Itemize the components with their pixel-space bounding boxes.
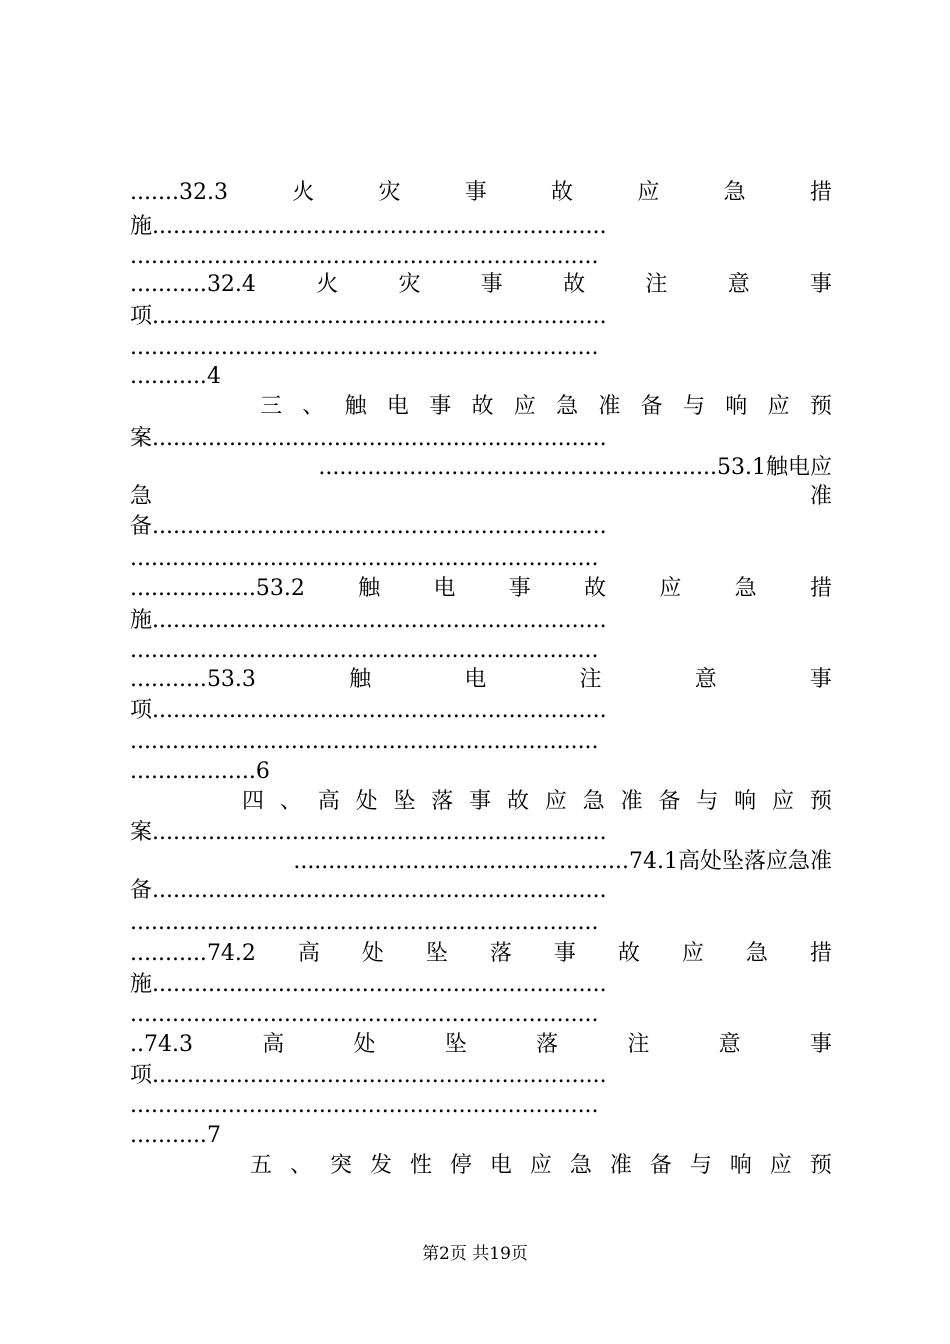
toc-text: 响	[725, 394, 748, 419]
toc-text: 预	[809, 789, 832, 814]
toc-line	[130, 787, 832, 817]
toc-text: 项	[130, 698, 153, 723]
toc-text: 意	[727, 272, 750, 297]
toc-text: 处	[353, 1032, 376, 1057]
toc-text: 高	[317, 789, 340, 814]
toc-text: 注	[627, 1032, 650, 1057]
toc-text: 故	[617, 941, 640, 966]
toc-text: 四	[242, 789, 265, 814]
toc-text: 、	[279, 789, 302, 814]
toc-line	[130, 574, 832, 604]
toc-page-number: 6	[255, 759, 270, 784]
toc-text: 故	[507, 789, 530, 814]
toc-text: 灾	[398, 272, 421, 297]
toc-text: 事	[508, 576, 531, 601]
toc-text: 备	[649, 1153, 672, 1178]
toc-page-number: 32.3	[178, 180, 228, 205]
toc-number-group	[130, 759, 270, 784]
toc-number-group	[130, 574, 305, 604]
toc-text: 电	[386, 394, 409, 419]
leader-dots: ...........	[130, 364, 207, 389]
toc-line	[130, 1030, 832, 1060]
toc-text: 应	[529, 1153, 552, 1178]
toc-number-group	[130, 1030, 193, 1060]
toc-text: 注	[579, 667, 602, 692]
toc-text: 停	[449, 1153, 472, 1178]
toc-text: 触	[358, 576, 381, 601]
toc-text: 与	[682, 394, 705, 419]
toc-line: 备.................................................................	[130, 514, 607, 539]
toc-text: 与	[696, 789, 719, 814]
toc-text: 准	[809, 484, 832, 509]
toc-text: 准	[620, 789, 643, 814]
toc-text: 预	[809, 1153, 832, 1178]
toc-text: 触	[344, 394, 367, 419]
toc-text: 施	[130, 608, 153, 633]
toc-text: 案	[130, 820, 153, 845]
toc-text: 坠	[444, 1032, 467, 1057]
toc-line: ................................................ 74.1 高处坠落应急准	[130, 847, 832, 877]
toc-line: ...................................................................	[130, 1002, 599, 1027]
toc-line	[130, 1151, 832, 1181]
leader-dots: .......	[130, 180, 179, 205]
leader-dots: ...........	[130, 667, 207, 692]
toc-line: 备.................................................................	[130, 878, 607, 903]
toc-text: 意	[718, 1032, 741, 1057]
toc-text: 急	[723, 180, 746, 205]
toc-text: 性	[409, 1153, 432, 1178]
toc-text: 电	[464, 667, 487, 692]
toc-text: 响	[734, 789, 757, 814]
toc-text: 项	[130, 1063, 153, 1088]
toc-text: 事	[429, 394, 452, 419]
toc-number-group	[130, 665, 256, 695]
toc-number-group	[130, 1123, 221, 1148]
toc-text: 落	[536, 1032, 559, 1057]
toc-text: 事	[469, 789, 492, 814]
toc-number-group	[130, 939, 256, 969]
toc-text: 急	[569, 1153, 592, 1178]
toc-text: 备	[640, 394, 663, 419]
toc-text: 意	[694, 667, 717, 692]
leader-dots: ...........	[130, 1123, 207, 1148]
leader-dots: ..................	[130, 759, 256, 784]
toc-line: 项.................................................................	[130, 1063, 607, 1088]
toc-text: 措	[809, 941, 832, 966]
toc-text: 发	[369, 1153, 392, 1178]
toc-text: 措	[809, 180, 832, 205]
page-footer: 第2页 共19页	[422, 1244, 528, 1264]
toc-line: 案.................................................................	[130, 426, 607, 451]
toc-text: 、	[302, 394, 325, 419]
toc-text: 备	[130, 514, 153, 539]
toc-line: ...................................................................	[130, 335, 599, 360]
toc-line	[130, 1121, 832, 1151]
toc-text: 事	[809, 667, 832, 692]
toc-line: ...................................................................	[130, 638, 599, 663]
toc-text: 备	[658, 789, 681, 814]
toc-text: 应	[769, 1153, 792, 1178]
toc-line	[130, 939, 832, 969]
toc-text: 施	[130, 214, 153, 239]
toc-line: ...................................................................	[130, 1093, 599, 1118]
toc-line: 施.................................................................	[130, 608, 607, 633]
toc-line	[130, 482, 832, 512]
leader-dots: ...........	[130, 941, 207, 966]
toc-text: 事	[809, 272, 832, 297]
toc-line: ...................................................................	[130, 910, 599, 935]
toc-text: 电	[489, 1153, 512, 1178]
toc-text: 故	[471, 394, 494, 419]
toc-text: 坠	[393, 789, 416, 814]
toc-text: 应	[681, 941, 704, 966]
toc-number-group	[130, 364, 221, 389]
toc-text: 突	[329, 1153, 352, 1178]
toc-text: 触电应	[765, 455, 832, 480]
toc-page-number: 74.2	[206, 941, 256, 966]
toc-page-number: 53.2	[255, 576, 305, 601]
toc-text: 应	[544, 789, 567, 814]
toc-text: 预	[809, 394, 832, 419]
toc-text: 应	[772, 789, 795, 814]
toc-text: 备	[130, 878, 153, 903]
toc-page-number: 32.4	[206, 272, 256, 297]
toc-line	[130, 757, 832, 787]
toc-line: ...................................................................	[130, 244, 599, 269]
toc-text: 高	[297, 941, 320, 966]
toc-text: 准	[609, 1153, 632, 1178]
toc-text: 急	[556, 394, 579, 419]
toc-text: 火	[316, 272, 339, 297]
toc-line: 项.................................................................	[130, 698, 607, 723]
toc-text: 准	[598, 394, 621, 419]
leader-dots: ..	[130, 1032, 144, 1057]
toc-text: 事	[553, 941, 576, 966]
toc-page-number: 53.3	[206, 667, 256, 692]
leader-dots: ...........	[130, 272, 207, 297]
toc-text: 三	[260, 394, 283, 419]
toc-page-number: 53.1	[717, 455, 766, 480]
toc-text: 施	[130, 972, 153, 997]
toc-text: 处	[361, 941, 384, 966]
toc-text: 故	[563, 272, 586, 297]
toc-text: 响	[729, 1153, 752, 1178]
toc-page-number: 4	[206, 364, 221, 389]
toc-number-group	[130, 270, 256, 300]
toc-text: 五	[250, 1153, 273, 1178]
toc-page-number: 74.3	[144, 1032, 193, 1057]
toc-line: ...................................................................	[130, 729, 599, 754]
toc-line: 施.................................................................	[130, 214, 607, 239]
toc-text: 故	[551, 180, 574, 205]
toc-text: 急	[130, 484, 153, 509]
toc-text: 处	[355, 789, 378, 814]
toc-line	[130, 665, 832, 695]
toc-page-number: 74.1	[629, 849, 678, 874]
toc-text: 电	[433, 576, 456, 601]
leader-dots: ..................	[130, 576, 256, 601]
toc-page-number: 7	[206, 1123, 221, 1148]
toc-line: 项.................................................................	[130, 304, 607, 329]
toc-text: 事	[809, 1032, 832, 1057]
toc-text: 措	[809, 576, 832, 601]
toc-line	[130, 392, 832, 422]
toc-text: 落	[489, 941, 512, 966]
toc-text: 故	[584, 576, 607, 601]
toc-line	[130, 178, 832, 208]
toc-text: 火	[292, 180, 315, 205]
toc-line	[130, 270, 832, 300]
toc-text: 高	[262, 1032, 285, 1057]
toc-text: 应	[767, 394, 790, 419]
toc-text: 应	[637, 180, 660, 205]
toc-text: 急	[734, 576, 757, 601]
toc-text: 、	[289, 1153, 312, 1178]
toc-line: ......................................................... 53.1 触电应	[130, 453, 832, 483]
toc-text: 急	[582, 789, 605, 814]
toc-line	[130, 362, 832, 392]
toc-text: 事	[480, 272, 503, 297]
toc-text: 项	[130, 304, 153, 329]
toc-number-group	[130, 178, 228, 208]
toc-text: 触	[349, 667, 372, 692]
toc-text: 急	[745, 941, 768, 966]
toc-text: 应	[659, 576, 682, 601]
toc-line: ...................................................................	[130, 546, 599, 571]
toc-text: 落	[431, 789, 454, 814]
toc-text: 坠	[425, 941, 448, 966]
toc-text: 与	[689, 1153, 712, 1178]
toc-text: 灾	[378, 180, 401, 205]
toc-text: 高处坠落应急准	[677, 849, 832, 874]
toc-text: 应	[513, 394, 536, 419]
toc-line: 施.................................................................	[130, 972, 607, 997]
toc-line: 案.................................................................	[130, 820, 607, 845]
toc-text: 案	[130, 426, 153, 451]
toc-text: 注	[645, 272, 668, 297]
toc-text: 事	[464, 180, 487, 205]
